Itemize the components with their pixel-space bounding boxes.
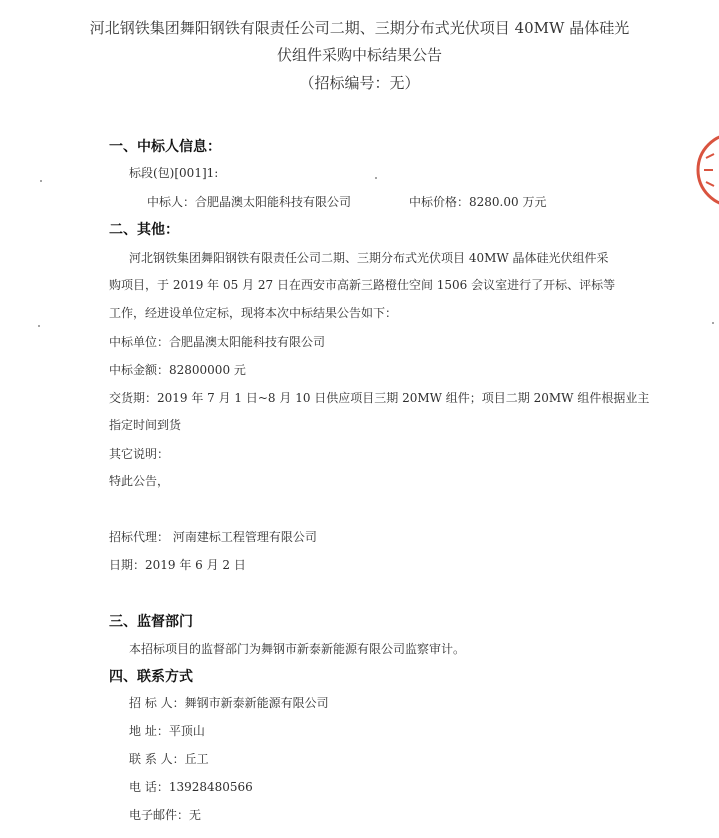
paragraph-line-3: 工作，经进设单位定标，现将本次中标结果公告如下： bbox=[109, 306, 398, 320]
other-notes: 其它说明： bbox=[109, 447, 170, 461]
winning-amount: 中标金额：82800000 元 bbox=[109, 363, 246, 377]
scan-speck bbox=[712, 322, 714, 324]
title-line-2: 伏组件采购中标结果公告 bbox=[276, 46, 442, 64]
contact-address: 地 址：平顶山 bbox=[129, 724, 205, 738]
contact-tenderer: 招 标 人：舞钢市新泰新能源有限公司 bbox=[129, 696, 329, 710]
paragraph-line-2: 购项目，于 2019 年 05 月 27 日在西安市高新三路橙仕空间 1506 会议室进行了开标、评标等 bbox=[109, 278, 616, 292]
paragraph-line-1: 河北钢铁集团舞阳钢铁有限责任公司二期、三期分布式光伏项目 40MW 晶体硅光伏组件采 bbox=[129, 251, 609, 265]
official-seal-stamp bbox=[694, 128, 719, 212]
tender-number: （招标编号：无） bbox=[299, 74, 420, 92]
section-1-heading: 一、中标人信息： bbox=[109, 139, 221, 155]
scan-speck bbox=[40, 180, 42, 182]
delivery-line-1: 交货期：2019 年 7 月 1 日~8 月 10 日供应项目三期 20MW 组件；项目二期 20MW 组件根据业主 bbox=[109, 391, 650, 405]
scan-speck bbox=[375, 177, 377, 179]
winning-unit: 中标单位：合肥晶澳太阳能科技有限公司 bbox=[109, 335, 326, 349]
winner: 中标人：合肥晶澳太阳能科技有限公司 bbox=[147, 195, 352, 209]
title-line-1: 河北钢铁集团舞阳钢铁有限责任公司二期、三期分布式光伏项目 40MW 晶体硅光 bbox=[89, 19, 630, 37]
delivery-line-2: 指定时间到货 bbox=[109, 418, 182, 432]
notice-closing: 特此公告， bbox=[109, 474, 170, 488]
scan-speck bbox=[38, 325, 40, 327]
notice-date: 日期：2019 年 6 月 2 日 bbox=[109, 558, 246, 572]
section-3-heading: 三、监督部门 bbox=[109, 614, 193, 630]
tender-agent: 招标代理： 河南建标工程管理有限公司 bbox=[109, 530, 317, 544]
supervision-text: 本招标项目的监督部门为舞钢市新泰新能源有限公司监察审计。 bbox=[129, 642, 466, 656]
contact-person: 联 系 人：丘工 bbox=[129, 752, 209, 766]
winning-price: 中标价格：8280.00 万元 bbox=[409, 195, 547, 209]
lot-number: 标段(包)[001]1: bbox=[129, 166, 219, 180]
section-2-heading: 二、其他： bbox=[109, 222, 179, 238]
contact-phone: 电 话：13928480566 bbox=[129, 780, 253, 794]
contact-email: 电子邮件：无 bbox=[129, 808, 202, 822]
section-4-heading: 四、联系方式 bbox=[109, 669, 193, 685]
